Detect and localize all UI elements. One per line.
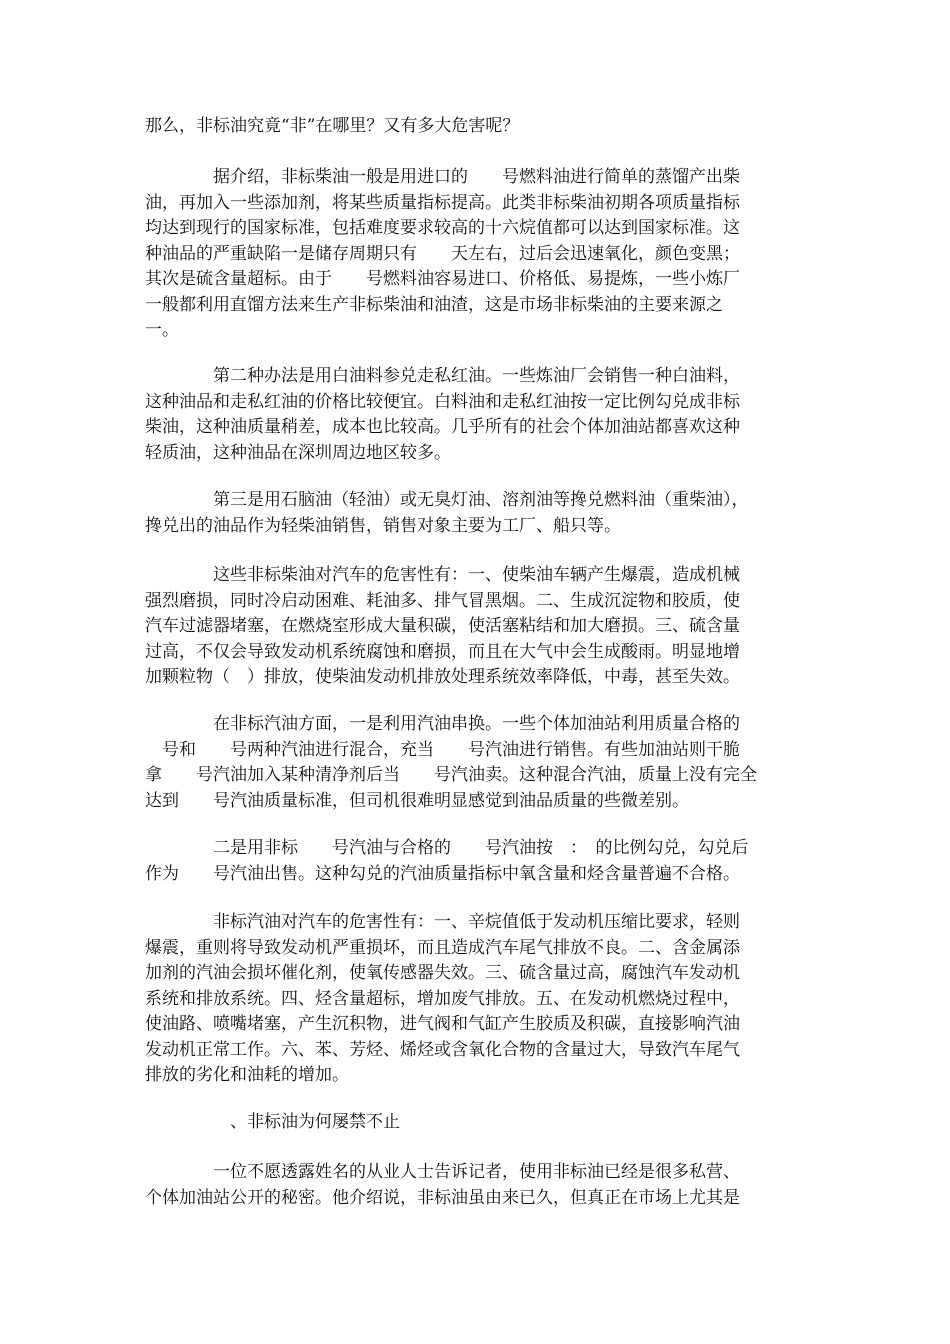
text-line: 发动机正常工作。六、苯、芳烃、烯烃或含氧化合物的含量过大，导致汽车尾气 — [145, 1039, 740, 1060]
text-line: 一。 — [145, 320, 179, 340]
text-line: 一位不愿透露姓名的从业人士告诉记者，使用非标油已经是很多私营、 — [145, 1162, 740, 1182]
section-heading — [145, 1110, 809, 1136]
text-line: 爆震，重则将导致发动机严重损坏，而且造成汽车尾气排放不良。二、含金属添 — [145, 937, 740, 958]
text-line: 那么，非标油究竟“非”在哪里？又有多大危害呢？ — [145, 116, 520, 136]
text-line: 个体加油站公开的秘密。他介绍说，非标油虽由来已久，但真正在市场上尤其是 — [145, 1187, 740, 1208]
paragraph-second-method — [145, 364, 809, 466]
paragraph-gasoline-harm — [145, 910, 809, 1089]
text-line: 加剂的汽油会损坏催化剂，使氧传感器失效。三、硫含量过高，腐蚀汽车发动机 — [145, 963, 740, 983]
text-line: 使油路、喷嘴堵塞，产生沉积物，进气阀和气缸产生胶质及积碳，直接影响汽油 — [145, 1014, 740, 1034]
text-line: 这些非标柴油对汽车的危害性有：一、使柴油车辆产生爆震，造成机械 — [145, 565, 740, 585]
text-line: 加颗粒物（ ）排放，使柴油发动机排放处理系统效率降低，中毒，甚至失效。 — [145, 667, 740, 687]
text-line: 在非标汽油方面，一是利用汽油串换。一些个体加油站利用质量合格的 — [145, 714, 740, 734]
text-line: 这种油品和走私红油的价格比较便宜。白料油和走私红油按一定比例勾兑成非标 — [145, 391, 740, 412]
text-line: 搀兑出的油品作为轻柴油销售，销售对象主要为工厂、船只等。 — [145, 515, 621, 536]
text-line: 轻质油，这种油品在深圳周边地区较多。 — [145, 442, 451, 463]
text-line: 一般都利用直馏方法来生产非标柴油和油渣，这是市场非标柴油的主要来源之 — [145, 294, 723, 315]
text-line: 柴油，这种油质量稍差，成本也比较高。几乎所有的社会个体加油站都喜欢这种 — [145, 417, 740, 437]
paragraph-third-method — [145, 488, 809, 539]
text-line: 、非标油为何屡禁不止 — [145, 1112, 400, 1132]
text-line: 汽车过滤器堵塞，在燃烧室形成大量积碳，使活塞粘结和加大磨损。三、硫含量 — [145, 616, 740, 636]
text-line: 均达到现行的国家标准，包括难度要求较高的十六烷值都可以达到国家标准。这 — [145, 218, 740, 238]
intro-question — [145, 114, 809, 140]
paragraph-nonstandard-diesel-source — [145, 165, 809, 344]
text-line: 系统和排放系统。四、烃含量超标，增加废气排放。五、在发动机燃烧过程中， — [145, 988, 740, 1009]
text-line: 据介绍，非标柴油一般是用进口的 号燃料油进行简单的蒸馏产出柴 — [145, 167, 740, 187]
text-line: 种油品的严重缺陷一是储存周期只有 天左右，过后会迅速氧化，颜色变黑； — [145, 243, 740, 264]
text-line: 达到 号汽油质量标准，但司机很难明显感觉到油品质量的些微差别。 — [145, 790, 689, 811]
text-line: 作为 号汽油出售。这种勾兑的汽油质量指标中氧含量和烃含量普遍不合格。 — [145, 863, 740, 884]
paragraph-gasoline-blending — [145, 836, 809, 887]
text-line: 拿 号汽油加入某种清净剂后当 号汽油卖。这种混合汽油，质量上没有完全 — [145, 765, 757, 785]
text-line: 二是用非标 号汽油与合格的 号汽油按 ： 的比例勾兑，勾兑后 — [145, 838, 749, 858]
text-line: 其次是硫含量超标。由于 号燃料油容易进口、价格低、易提炼，一些小炼厂 — [145, 269, 740, 289]
text-line: 第二种办法是用白油料参兑走私红油。一些炼油厂会销售一种白油料， — [145, 366, 740, 386]
paragraph-nonstandard-gasoline — [145, 712, 809, 814]
text-line: 号和 号两种汽油进行混合，充当 号汽油进行销售。有些加油站则干脆 — [145, 739, 740, 760]
text-line: 第三是用石脑油（轻油）或无臭灯油、溶剂油等搀兑燃料油（重柴油）， — [145, 490, 749, 510]
text-line: 过高，不仅会导致发动机系统腐蚀和磨损，而且在大气中会生成酸雨。明显地增 — [145, 641, 740, 662]
paragraph-insider-comment — [145, 1160, 809, 1211]
text-line: 排放的劣化和油耗的增加。 — [145, 1065, 349, 1085]
text-line: 强烈磨损，同时冷启动困难、耗油多、排气冒黑烟。二、生成沉淀物和胶质，使 — [145, 590, 740, 611]
paragraph-diesel-harm — [145, 563, 809, 691]
text-line: 非标汽油对汽车的危害性有：一、辛烷值低于发动机压缩比要求，轻则 — [145, 912, 740, 932]
text-line: 油，再加入一些添加剂，将某些质量指标提高。此类非标柴油初期各项质量指标 — [145, 192, 740, 213]
